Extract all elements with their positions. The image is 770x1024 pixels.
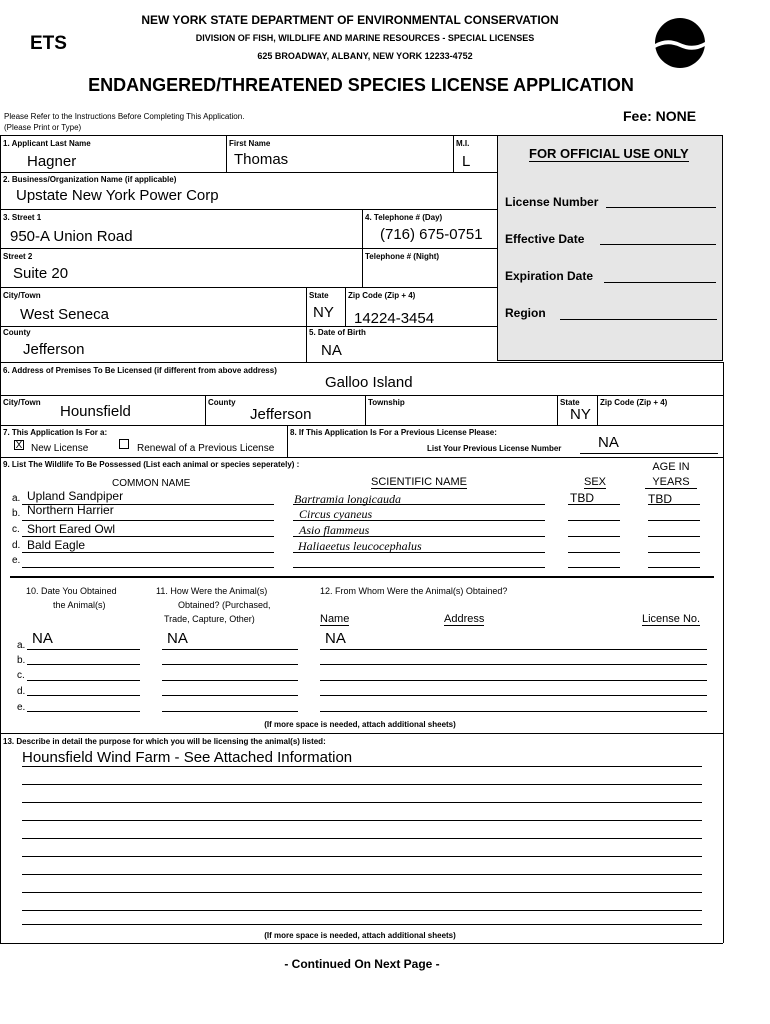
scientific-name-input[interactable]: Circus cyaneus: [299, 507, 373, 521]
q11-label-1: 11. How Were the Animal(s): [156, 586, 268, 596]
street2-input[interactable]: Suite 20: [13, 265, 69, 282]
premises-state-label: State: [560, 398, 580, 407]
business-input[interactable]: Upstate New York Power Corp: [16, 187, 219, 204]
premises-county-input[interactable]: Jefferson: [250, 406, 312, 423]
renewal-label: Renewal of a Previous License: [137, 443, 275, 454]
expiration-date-field: [604, 282, 716, 283]
premises-state-input[interactable]: NY: [570, 406, 591, 423]
row-letter: c.: [17, 670, 25, 681]
purpose-label: 13. Describe in detail the purpose for which you will be licensing the animal(s) listed:: [3, 737, 326, 746]
row-letter: e.: [17, 702, 26, 713]
premises-township-label: Township: [368, 398, 405, 407]
street2-label: Street 2: [3, 252, 33, 261]
purpose-input[interactable]: Hounsfield Wind Farm - See Attached Information: [22, 749, 353, 766]
how-obtained-input[interactable]: NA: [167, 630, 188, 647]
source-name-header: Name: [320, 613, 350, 625]
row-letter: e.: [12, 555, 21, 566]
city-label: City/Town: [3, 291, 41, 300]
premises-city-input[interactable]: Hounsfield: [60, 403, 131, 420]
mi-label: M.I.: [456, 139, 470, 148]
sex-header: SEX: [584, 476, 607, 488]
zip-label: Zip Code (Zip + 4): [348, 291, 416, 300]
mi-input[interactable]: L: [462, 153, 471, 170]
new-license-checkbox[interactable]: X: [15, 440, 23, 451]
department-name: NEW YORK STATE DEPARTMENT OF ENVIRONMENTAL CONSERVATION: [141, 13, 559, 27]
common-name-input[interactable]: Bald Eagle: [27, 538, 86, 552]
official-use-title: FOR OFFICIAL USE ONLY: [529, 146, 689, 161]
street1-input[interactable]: 950-A Union Road: [10, 228, 133, 245]
premises-label: 6. Address of Premises To Be Licensed (if different from above address): [3, 366, 277, 375]
license-number-field: [606, 207, 716, 208]
row-letter: c.: [12, 524, 20, 535]
previous-license-input[interactable]: NA: [598, 434, 619, 451]
previous-license-underline: [580, 453, 718, 454]
state-input[interactable]: NY: [313, 304, 334, 321]
scientific-name-header: SCIENTIFIC NAME: [371, 476, 467, 488]
scientific-name-input[interactable]: Bartramia longicauda: [294, 492, 401, 506]
age-header-line2: YEARS: [645, 476, 697, 489]
source-address-header: Address: [444, 613, 485, 625]
license-number-label: License Number: [505, 195, 599, 209]
scientific-name-input[interactable]: Haliaeetus leucocephalus: [298, 539, 422, 553]
business-label: 2. Business/Organization Name (if applicable): [3, 175, 177, 184]
row-letter: a.: [17, 640, 26, 651]
last-name-label: 1. Applicant Last Name: [3, 139, 91, 148]
first-name-input[interactable]: Thomas: [234, 151, 289, 168]
dob-label: 5. Date of Birth: [309, 328, 366, 337]
age-input[interactable]: TBD: [648, 492, 672, 506]
dob-input[interactable]: NA: [321, 342, 342, 359]
effective-date-field: [600, 244, 716, 245]
date-obtained-input[interactable]: NA: [32, 630, 53, 647]
instructions-note: Please Refer to the Instructions Before Completing This Application.: [4, 112, 245, 121]
zip-input[interactable]: 14224-3454: [354, 310, 435, 327]
phone-day-input[interactable]: (716) 675-0751: [380, 226, 483, 243]
premises-address-input[interactable]: Galloo Island: [325, 374, 413, 391]
sex-input[interactable]: TBD: [570, 491, 594, 505]
phone-day-label: 4. Telephone # (Day): [365, 213, 443, 222]
effective-date-label: Effective Date: [505, 232, 585, 246]
q10-label-2: the Animal(s): [53, 600, 106, 610]
official-use-box: [497, 135, 723, 361]
premises-zip-label: Zip Code (Zip + 4): [600, 398, 668, 407]
common-name-input[interactable]: Upland Sandpiper: [27, 489, 124, 503]
common-name-input[interactable]: Northern Harrier: [27, 503, 114, 517]
more-space-note: (If more space is needed, attach additional sheets): [264, 720, 456, 729]
section-divider: [10, 576, 714, 578]
q10-label-1: 10. Date You Obtained: [26, 586, 117, 596]
age-header-line1: AGE IN: [652, 461, 690, 473]
premises-city-label: City/Town: [3, 398, 41, 407]
q11-label-3: Trade, Capture, Other): [164, 614, 255, 624]
state-label: State: [309, 291, 329, 300]
previous-license-label: 8. If This Application Is For a Previous License Please:: [290, 428, 497, 437]
department-address: 625 BROADWAY, ALBANY, NEW YORK 12233-4752: [257, 51, 473, 61]
new-license-label: New License: [31, 443, 89, 454]
continued-footer: - Continued On Next Page -: [284, 957, 440, 971]
row-letter: d.: [17, 686, 26, 697]
q12-label: 12. From Whom Were the Animal(s) Obtained?: [320, 586, 508, 596]
row-letter: d.: [12, 540, 21, 551]
row-letter: a.: [12, 493, 21, 504]
premises-county-label: County: [208, 398, 236, 407]
print-note: (Please Print or Type): [4, 123, 82, 132]
q11-label-2: Obtained? (Purchased,: [178, 600, 271, 610]
common-name-header: COMMON NAME: [112, 478, 191, 489]
street1-label: 3. Street 1: [3, 213, 42, 222]
common-name-input[interactable]: Short Eared Owl: [27, 522, 116, 536]
dec-logo: [654, 17, 706, 69]
region-label: Region: [505, 306, 546, 320]
phone-night-label: Telephone # (Night): [365, 252, 440, 261]
row-letter: b.: [12, 508, 21, 519]
application-type-label: 7. This Application Is For a:: [3, 428, 108, 437]
source-name-input[interactable]: NA: [325, 630, 346, 647]
scientific-name-input[interactable]: Asio flammeus: [299, 523, 370, 537]
division-name: DIVISION OF FISH, WILDLIFE AND MARINE RESOURCES - SPECIAL LICENSES: [195, 33, 535, 43]
form-code: ETS: [30, 33, 67, 54]
form-title: ENDANGERED/THREATENED SPECIES LICENSE APPLICATION: [88, 75, 634, 95]
county-input[interactable]: Jefferson: [23, 341, 85, 358]
expiration-date-label: Expiration Date: [505, 269, 594, 283]
source-license-header: License No.: [642, 613, 701, 625]
last-name-input[interactable]: Hagner: [27, 153, 77, 170]
list-previous-label: List Your Previous License Number: [427, 444, 562, 453]
city-input[interactable]: West Seneca: [20, 306, 109, 323]
county-label: County: [3, 328, 31, 337]
wildlife-label: 9. List The Wildlife To Be Possessed (List each animal or species seperately) :: [3, 460, 300, 469]
fee-text: Fee: NONE: [623, 108, 697, 124]
more-space-note-2: (If more space is needed, attach additional sheets): [264, 931, 456, 940]
renewal-checkbox[interactable]: [119, 439, 129, 449]
row-letter: b.: [17, 655, 26, 666]
region-field: [560, 319, 717, 320]
first-name-label: First Name: [229, 139, 271, 148]
